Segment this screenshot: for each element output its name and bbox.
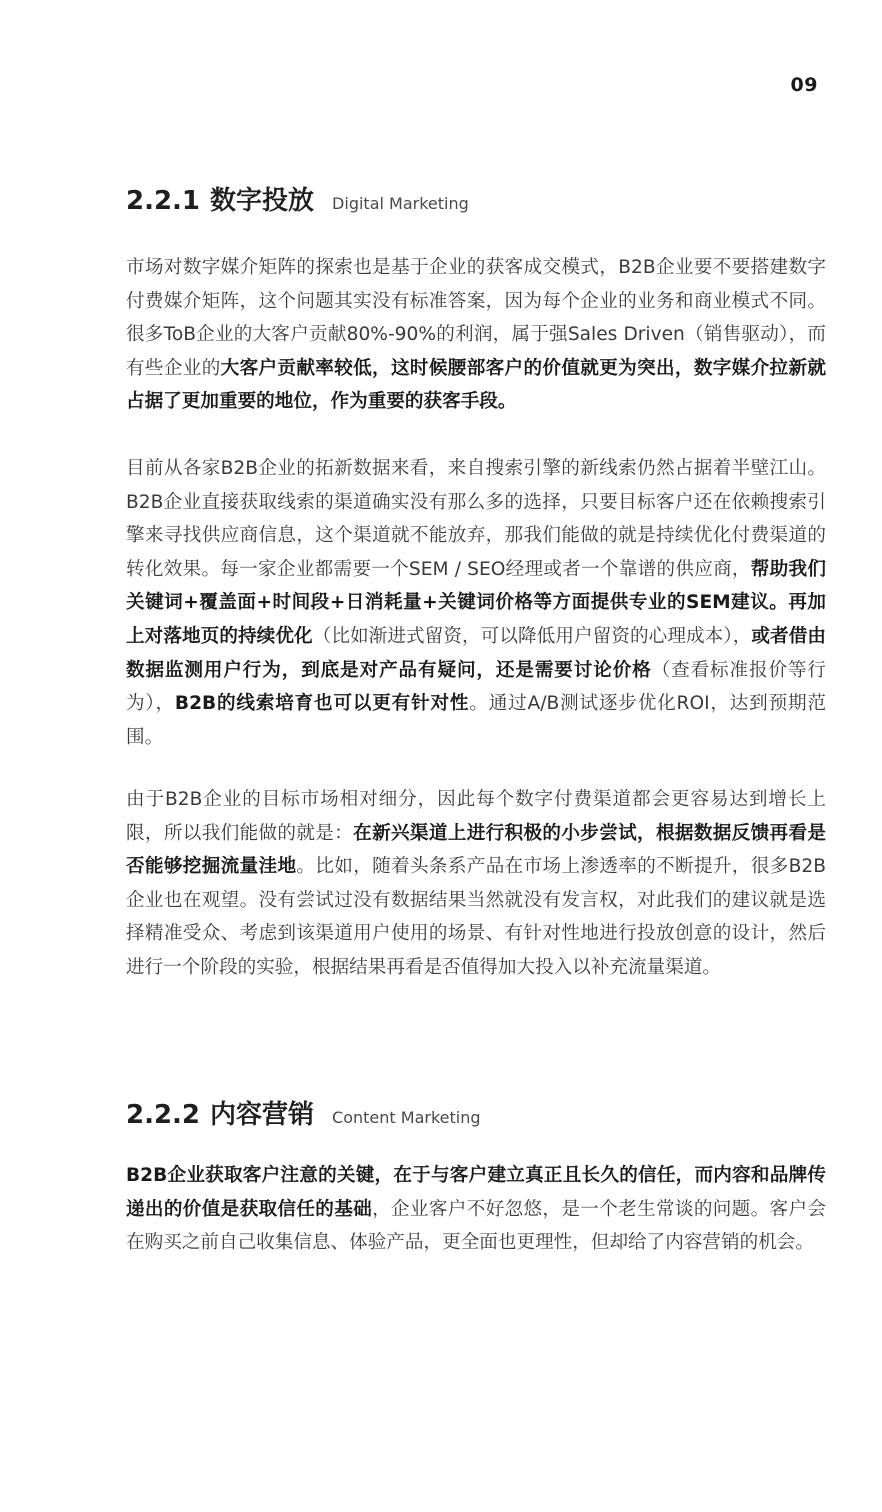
section-title-zh: 数字投放 [210,186,315,216]
bold-run: B2B的线索培育也可以更有针对性 [174,693,470,715]
section-number: 2.2.1 [126,186,201,216]
text-run: 。通过A/B测试逐步优化ROI，达到预期范围。 [126,693,826,748]
text-run: 目前从各家B2B企业的拓新数据来看，来自搜索引擎的新线索仍然占据着半壁江山。B2B企业直接获取线索的渠道确实没有那么多的选择，只要目标客户还在依赖搜索引擎来寻找供应商信息，这个渠道就不能放弃，那我们能做的就是持续优化付费渠道的转化效果。每一家企业都需要一个SEM / SEO经理或者一个靠谱的供应商， [126,458,826,580]
section-number: 2.2.2 [126,1100,201,1130]
bold-run: 大客户贡献率较低，这时候腰部客户的价值就更为突出，数字媒介拉新就占据了更加重要的地位，作为重要的获客手段。 [126,357,826,413]
section-digital-marketing [126,180,826,217]
section-heading [126,1094,826,1131]
paragraph-3 [126,783,826,985]
section-content-marketing [126,1094,826,1131]
section-title-en: Digital Marketing [332,194,469,213]
text-run: 市场对数字媒介矩阵的探索也是基于企业的获客成交模式，B2B企业要不要搭建数字付费媒介矩阵，这个问题其实没有标准答案，因为每个企业的业务和商业模式不同。很多ToB企业的大客户贡献80%-90%的利润，属于强Sales Driven（销售驱动），而有些企业的 [126,257,826,379]
text-run: （比如渐进式留资，可以降低用户留资的心理成本）， [312,625,752,647]
paragraph-2 [126,452,826,754]
section-title-zh: 内容营销 [210,1100,315,1130]
bold-run: 或者借由数据监测用户行为，到底是对产品有疑问，还是需要讨论价格 [126,625,826,681]
page-number: 09 [790,74,818,96]
section-heading [126,180,826,217]
section-title-en: Content Marketing [332,1108,481,1127]
text-run: 由于B2B企业的目标市场相对细分，因此每个数字付费渠道都会更容易达到增长上限，所以我们能做的就是： [126,789,826,844]
paragraph-1 [126,251,826,419]
paragraph-4 [126,1159,826,1260]
bold-run: 帮助我们关键词+覆盖面+时间段+日消耗量+关键词价格等方面提供专业的SEM建议。再加上对落地页的持续优化 [126,558,826,647]
text-run: （查看标准报价等行为）， [126,659,826,715]
bold-run: B2B企业获取客户注意的关键，在于与客户建立真正且长久的信任，而内容和品牌传递出的价值是获取信任的基础 [126,1165,826,1220]
bold-run: 在新兴渠道上进行积极的小步尝试，根据数据反馈再看是否能够挖掘流量洼地 [126,822,826,878]
text-run: ，企业客户不好忽悠，是一个老生常谈的问题。客户会在购买之前自己收集信息、体验产品，更全面也更理性，但却给了内容营销的机会。 [126,1198,826,1254]
text-run: 。比如，随着头条系产品在市场上渗透率的不断提升，很多B2B企业也在观望。没有尝试过没有数据结果当然就没有发言权，对此我们的建议就是选择精准受众、考虑到该渠道用户使用的场景、有针对性地进行投放创意的设计，然后进行一个阶段的实验，根据结果再看是否值得加大投入以补充流量渠道。 [126,856,826,978]
